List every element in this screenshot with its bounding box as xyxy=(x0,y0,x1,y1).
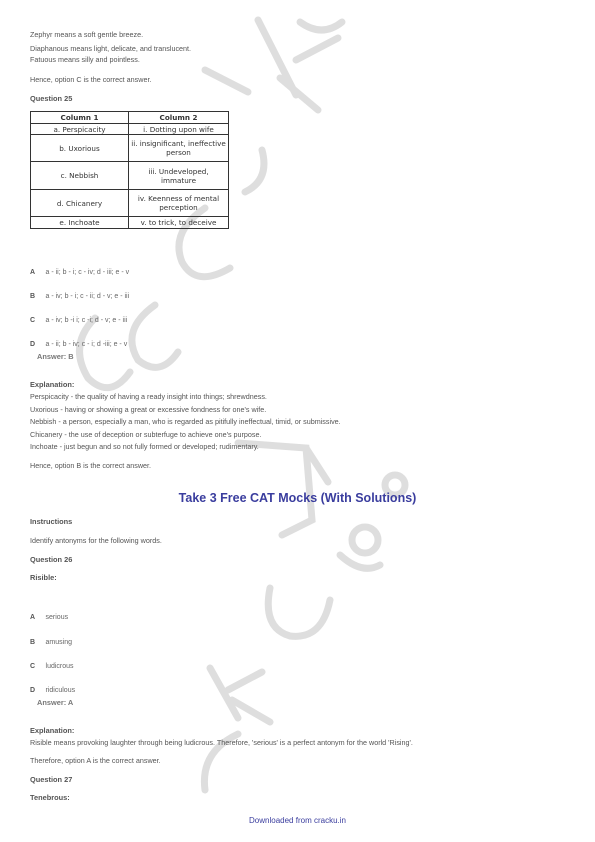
option-letter: C xyxy=(30,317,36,324)
table-header-col1: Column 1 xyxy=(31,112,129,124)
option-a[interactable] xyxy=(30,261,129,279)
table-header-row xyxy=(31,112,229,124)
table-row xyxy=(31,217,229,229)
question-27-word: Tenebrous: xyxy=(30,793,70,802)
table-row xyxy=(31,135,229,162)
option-letter: D xyxy=(30,687,36,694)
option-letter: C xyxy=(30,663,36,670)
prev-explanation-line-1: Zephyr means a soft gentle breeze. xyxy=(30,30,144,39)
table-cell: i. Dotting upon wife xyxy=(129,124,229,135)
option-c[interactable] xyxy=(30,655,74,673)
option-letter: A xyxy=(30,614,36,621)
instructions-label: Instructions xyxy=(30,517,73,526)
option-text: a - iv; b -i i; c -i; d - v; e - iii xyxy=(45,317,128,324)
table-cell: b. Uxorious xyxy=(31,135,129,162)
question-26-label: Question 26 xyxy=(30,555,73,564)
explanation-label: Explanation: xyxy=(30,380,75,389)
table-cell: c. Nebbish xyxy=(31,162,129,190)
question-27-label: Question 27 xyxy=(30,775,73,784)
option-text: a - ii; b - i; c - iv; d - iii; e - v xyxy=(45,269,130,276)
table-cell: iv. Keenness of mental perception xyxy=(129,190,229,217)
answer-q25: Answer: B xyxy=(37,352,74,361)
prev-explanation-line-2: Diaphanous means light, delicate, and translucent. xyxy=(30,44,192,53)
option-b[interactable] xyxy=(30,285,129,303)
table-header-col2: Column 2 xyxy=(129,112,229,124)
question-26-word: Risible: xyxy=(30,573,57,582)
option-d[interactable] xyxy=(30,679,75,697)
option-a[interactable] xyxy=(30,606,68,624)
table-cell: v. to trick, to deceive xyxy=(129,217,229,229)
table-row xyxy=(31,162,229,190)
option-letter: D xyxy=(30,341,36,348)
option-letter: B xyxy=(30,293,36,300)
option-d[interactable] xyxy=(30,333,127,351)
option-text: ridiculous xyxy=(45,687,76,694)
table-cell: d. Chicanery xyxy=(31,190,129,217)
prev-explanation-line-3: Fatuous means silly and pointless. xyxy=(30,55,140,64)
option-letter: A xyxy=(30,269,36,276)
free-mocks-link[interactable]: Take 3 Free CAT Mocks (With Solutions) xyxy=(178,491,417,505)
explanation-line: Perspicacity - the quality of having a ready insight into things; shrewdness. xyxy=(30,392,267,401)
q26-conclusion: Therefore, option A is the correct answer. xyxy=(30,756,161,765)
option-b[interactable] xyxy=(30,631,72,649)
table-row xyxy=(31,190,229,217)
option-text: a - iv; b - i; c - ii; d - v; e - iii xyxy=(45,293,130,300)
table-cell: iii. Undeveloped, immature xyxy=(129,162,229,190)
explanation-line: Risible means provoking laughter through being ludicrous. Therefore, 'serious' is a perfect antonym for the world 'Rising'. xyxy=(30,738,413,747)
q25-conclusion: Hence, option B is the correct answer. xyxy=(30,461,152,470)
table-cell: ii. insignificant, ineffective person xyxy=(129,135,229,162)
prev-conclusion: Hence, option C is the correct answer. xyxy=(30,75,152,84)
explanation-line: Nebbish - a person, especially a man, who is regarded as pitifully ineffectual, timid, or submissive. xyxy=(30,417,341,426)
table-cell: e. Inchoate xyxy=(31,217,129,229)
option-text: ludicrous xyxy=(45,663,74,670)
matching-table xyxy=(30,111,229,229)
answer-q26: Answer: A xyxy=(37,698,74,707)
explanation-label: Explanation: xyxy=(30,726,75,735)
instructions-text: Identify antonyms for the following words. xyxy=(30,536,162,545)
explanation-line: Chicanery - the use of deception or subterfuge to achieve one's purpose. xyxy=(30,430,262,439)
option-text: amusing xyxy=(45,639,72,646)
explanation-line: Inchoate - just begun and so not fully formed or developed; rudimentary. xyxy=(30,442,259,451)
question-25-label: Question 25 xyxy=(30,94,73,103)
explanation-line: Uxorious - having or showing a great or excessive fondness for one's wife. xyxy=(30,405,267,414)
option-text: serious xyxy=(45,614,69,621)
option-c[interactable] xyxy=(30,309,127,327)
option-text: a - ii; b - iv; c - i; d -iii; e - v xyxy=(45,341,128,348)
option-letter: B xyxy=(30,639,36,646)
table-row xyxy=(31,124,229,135)
download-source-link[interactable]: Downloaded from cracku.in xyxy=(249,816,346,825)
table-cell: a. Perspicacity xyxy=(31,124,129,135)
